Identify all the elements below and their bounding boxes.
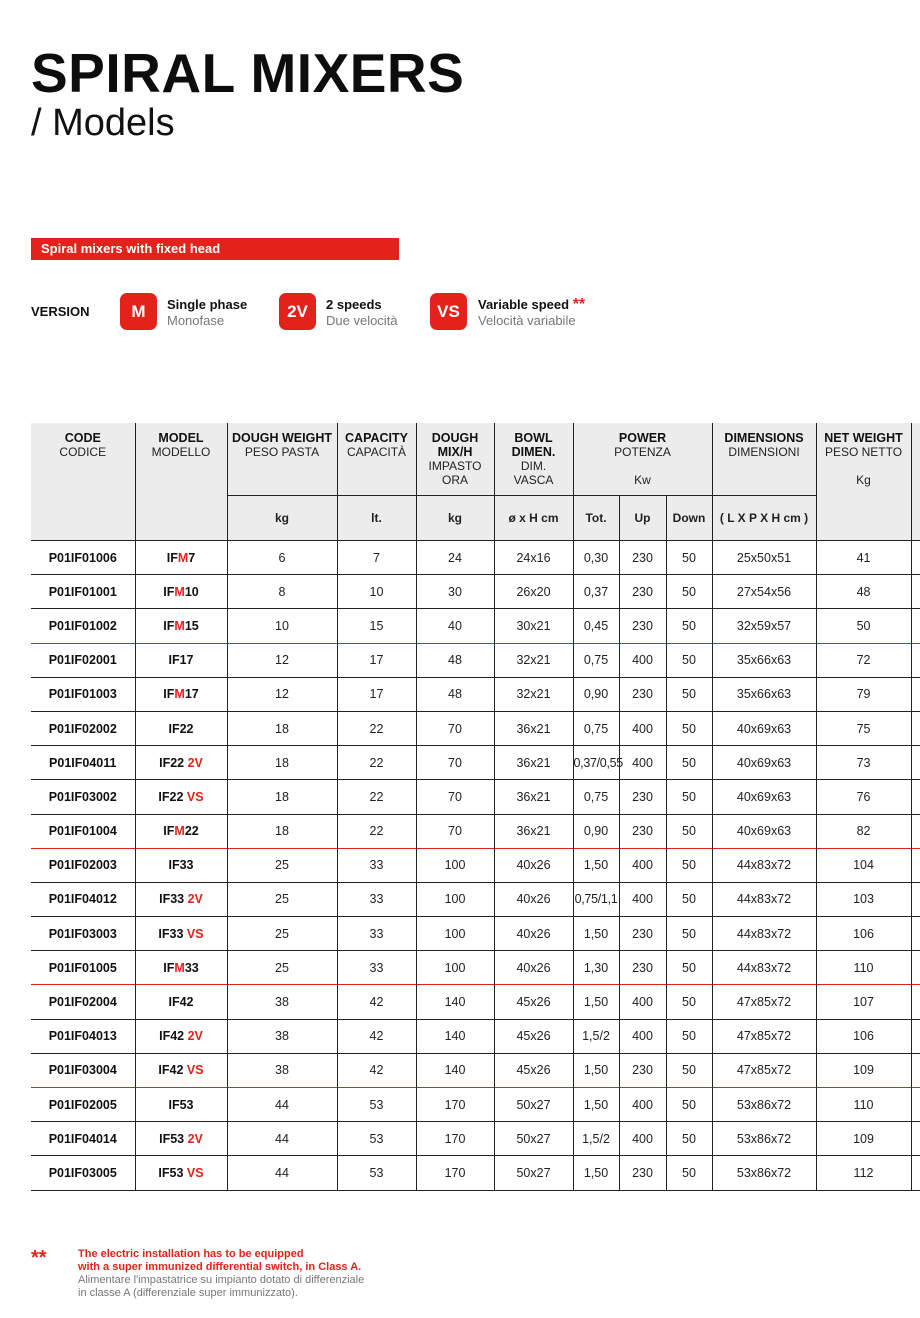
cell-capacity: 22 xyxy=(337,780,416,814)
cell-code: P01IF04012 xyxy=(31,882,135,916)
cell-up: 400 xyxy=(619,643,666,677)
cell-down: 50 xyxy=(666,575,712,609)
cell-down: 50 xyxy=(666,1019,712,1053)
cell-net: 41 xyxy=(816,541,911,575)
col-net-weight: NET WEIGHT PESO NETTO Kg xyxy=(816,423,911,541)
col-power: POWER POTENZA Kw xyxy=(573,423,712,496)
cell-code: P01IF02003 xyxy=(31,848,135,882)
col-dough-mix: DOUGH MIX/H IMPASTO ORA xyxy=(416,423,494,496)
unit-dough-weight: kg xyxy=(227,496,337,541)
table-row xyxy=(31,575,920,609)
cell-bowl: 45x26 xyxy=(494,985,573,1019)
cell-code: P01IF01001 xyxy=(31,575,135,609)
sub-down: Down xyxy=(666,496,712,541)
table-row xyxy=(31,848,920,882)
cell-dims: 44x83x72 xyxy=(712,951,816,985)
cell-up: 400 xyxy=(619,746,666,780)
double-asterisk-icon: ** xyxy=(572,296,586,313)
cell-down: 50 xyxy=(666,1088,712,1122)
cell-capacity: 22 xyxy=(337,814,416,848)
cell-code: P01IF03004 xyxy=(31,1053,135,1087)
cell-down: 50 xyxy=(666,951,712,985)
cell-up: 400 xyxy=(619,882,666,916)
cell-up: 230 xyxy=(619,1156,666,1190)
cell-code: P01IF01006 xyxy=(31,541,135,575)
cell-dims: 35x66x63 xyxy=(712,643,816,677)
cell-tot: 1,50 xyxy=(573,1088,619,1122)
cell-bowl: 40x26 xyxy=(494,848,573,882)
cell-model: IFM22 xyxy=(135,814,227,848)
cell-net: 79 xyxy=(816,677,911,711)
table-row xyxy=(31,711,920,745)
page-title: SPIRAL MIXERS xyxy=(31,42,465,104)
table-row xyxy=(31,951,920,985)
cell-mix: 140 xyxy=(416,985,494,1019)
cell-model: IFM17 xyxy=(135,677,227,711)
single-phase-badge: M xyxy=(120,293,157,330)
footnote: The electric installation has to be equipped with a super immunized differential switch, in Class A. Alimentare l'impastatrice su impianto dotato di differenziale in classe A (differenziale super immunizzato). xyxy=(78,1248,365,1299)
cell-net: 112 xyxy=(816,1156,911,1190)
col-capacity: CAPACITY CAPACITÀ xyxy=(337,423,416,496)
cell-tot: 1,50 xyxy=(573,848,619,882)
cell-tot: 1,50 xyxy=(573,985,619,1019)
sub-tot: Tot. xyxy=(573,496,619,541)
cell-tot: 0,75 xyxy=(573,711,619,745)
cell-down: 50 xyxy=(666,985,712,1019)
legend-it: Monofase xyxy=(167,313,225,328)
cell-weight: 8 xyxy=(227,575,337,609)
cell-weight: 18 xyxy=(227,746,337,780)
unit-bowl: ø x H cm xyxy=(494,496,573,541)
cell-up: 230 xyxy=(619,575,666,609)
variable-speed-legend xyxy=(478,297,585,329)
cell-dims: 27x54x56 xyxy=(712,575,816,609)
cell-up: 230 xyxy=(619,814,666,848)
cell-bowl: 32x21 xyxy=(494,677,573,711)
cell-up: 230 xyxy=(619,609,666,643)
cell-bowl: 36x21 xyxy=(494,780,573,814)
cell-weight: 25 xyxy=(227,917,337,951)
cell-net: 104 xyxy=(816,848,911,882)
cell-model: IF17 xyxy=(135,643,227,677)
cell-mix: 70 xyxy=(416,780,494,814)
cell-bowl: 24x16 xyxy=(494,541,573,575)
cell-code: P01IF04014 xyxy=(31,1122,135,1156)
col-bowl: BOWL DIMEN. DIM. VASCA xyxy=(494,423,573,496)
cell-code: P01IF02001 xyxy=(31,643,135,677)
cell-mix: 140 xyxy=(416,1053,494,1087)
cell-down: 50 xyxy=(666,677,712,711)
cell-weight: 38 xyxy=(227,1053,337,1087)
cell-net: 72 xyxy=(816,643,911,677)
cell-capacity: 10 xyxy=(337,575,416,609)
legend-en: Single phase xyxy=(167,297,248,312)
cell-mix: 100 xyxy=(416,848,494,882)
cell-up: 230 xyxy=(619,780,666,814)
cell-down: 50 xyxy=(666,780,712,814)
cell-capacity: 17 xyxy=(337,677,416,711)
cell-up: 400 xyxy=(619,848,666,882)
cell-dims: 32x59x57 xyxy=(712,609,816,643)
table-row xyxy=(31,609,920,643)
cell-mix: 170 xyxy=(416,1122,494,1156)
cell-dims: 53x86x72 xyxy=(712,1122,816,1156)
cell-net: 48 xyxy=(816,575,911,609)
cell-tot: 0,75/1,1 xyxy=(573,882,619,916)
cell-bowl: 36x21 xyxy=(494,814,573,848)
cell-dims: 53x86x72 xyxy=(712,1156,816,1190)
cell-bowl: 30x21 xyxy=(494,609,573,643)
cell-model: IF42 xyxy=(135,985,227,1019)
cell-up: 400 xyxy=(619,711,666,745)
cell-weight: 25 xyxy=(227,848,337,882)
cell-capacity: 53 xyxy=(337,1156,416,1190)
section-bar: Spiral mixers with fixed head xyxy=(31,238,399,260)
cell-capacity: 22 xyxy=(337,746,416,780)
variable-speed-badge: VS xyxy=(430,293,467,330)
cell-dims: 25x50x51 xyxy=(712,541,816,575)
footnote-asterisk-icon: ** xyxy=(31,1247,47,1269)
cell-bowl: 50x27 xyxy=(494,1122,573,1156)
cell-bowl: 36x21 xyxy=(494,746,573,780)
cell-mix: 70 xyxy=(416,814,494,848)
cell-net: 50 xyxy=(816,609,911,643)
cell-bowl: 50x27 xyxy=(494,1156,573,1190)
cell-net: 110 xyxy=(816,951,911,985)
col-dimensions: DIMENSIONS DIMENSIONI xyxy=(712,423,816,496)
cell-net: 82 xyxy=(816,814,911,848)
table-row xyxy=(31,643,920,677)
cell-code: P01IF01004 xyxy=(31,814,135,848)
sub-up: Up xyxy=(619,496,666,541)
cell-dims: 44x83x72 xyxy=(712,882,816,916)
cell-capacity: 22 xyxy=(337,711,416,745)
unit-dough-mix: kg xyxy=(416,496,494,541)
cell-dims: 40x69x63 xyxy=(712,746,816,780)
cell-mix: 100 xyxy=(416,917,494,951)
cell-code: P01IF01003 xyxy=(31,677,135,711)
cell-code: P01IF03003 xyxy=(31,917,135,951)
cell-down: 50 xyxy=(666,882,712,916)
cell-weight: 12 xyxy=(227,677,337,711)
cell-capacity: 33 xyxy=(337,917,416,951)
cell-up: 230 xyxy=(619,917,666,951)
cell-model: IFM10 xyxy=(135,575,227,609)
cell-model: IFM33 xyxy=(135,951,227,985)
cell-down: 50 xyxy=(666,1122,712,1156)
cell-mix: 140 xyxy=(416,1019,494,1053)
cell-mix: 40 xyxy=(416,609,494,643)
cell-net: 76 xyxy=(816,780,911,814)
cell-capacity: 53 xyxy=(337,1088,416,1122)
cell-mix: 48 xyxy=(416,677,494,711)
cell-bowl: 40x26 xyxy=(494,882,573,916)
cell-bowl: 50x27 xyxy=(494,1088,573,1122)
cell-net: 110 xyxy=(816,1088,911,1122)
table-row xyxy=(31,1019,920,1053)
cell-tot: 1,50 xyxy=(573,917,619,951)
cell-capacity: 17 xyxy=(337,643,416,677)
models-table-body xyxy=(31,541,920,1191)
legend-en: Variable speed xyxy=(478,297,570,312)
cell-bowl: 45x26 xyxy=(494,1019,573,1053)
legend-en: 2 speeds xyxy=(326,297,382,312)
cell-model: IF42 VS xyxy=(135,1053,227,1087)
cell-down: 50 xyxy=(666,609,712,643)
cell-weight: 18 xyxy=(227,814,337,848)
cell-up: 230 xyxy=(619,541,666,575)
table-row xyxy=(31,882,920,916)
table-row xyxy=(31,1122,920,1156)
cell-net: 109 xyxy=(816,1122,911,1156)
cell-bowl: 45x26 xyxy=(494,1053,573,1087)
cell-up: 230 xyxy=(619,1053,666,1087)
cell-down: 50 xyxy=(666,814,712,848)
cell-tot: 1,5/2 xyxy=(573,1019,619,1053)
cell-capacity: 7 xyxy=(337,541,416,575)
cell-code: P01IF04011 xyxy=(31,746,135,780)
cell-weight: 44 xyxy=(227,1156,337,1190)
cell-mix: 100 xyxy=(416,951,494,985)
col-model: MODEL MODELLO xyxy=(135,423,227,541)
table-row xyxy=(31,780,920,814)
two-speeds-legend xyxy=(326,297,398,329)
cell-dims: 44x83x72 xyxy=(712,848,816,882)
cell-capacity: 33 xyxy=(337,848,416,882)
cell-tot: 0,37/0,55 xyxy=(573,746,619,780)
cell-code: P01IF01002 xyxy=(31,609,135,643)
cell-dims: 40x69x63 xyxy=(712,711,816,745)
cell-mix: 30 xyxy=(416,575,494,609)
cell-net: 106 xyxy=(816,1019,911,1053)
cell-tot: 0,45 xyxy=(573,609,619,643)
cell-tot: 1,50 xyxy=(573,1053,619,1087)
cell-model: IF53 VS xyxy=(135,1156,227,1190)
cell-capacity: 42 xyxy=(337,985,416,1019)
cell-code: P01IF02005 xyxy=(31,1088,135,1122)
cell-bowl: 40x26 xyxy=(494,917,573,951)
cell-capacity: 15 xyxy=(337,609,416,643)
cell-model: IF33 xyxy=(135,848,227,882)
table-row xyxy=(31,1088,920,1122)
cell-model: IF53 2V xyxy=(135,1122,227,1156)
cell-weight: 18 xyxy=(227,780,337,814)
cell-net: 103 xyxy=(816,882,911,916)
table-row xyxy=(31,541,920,575)
cell-tot: 1,50 xyxy=(573,1156,619,1190)
cell-up: 230 xyxy=(619,677,666,711)
cell-tot: 0,30 xyxy=(573,541,619,575)
single-phase-legend xyxy=(167,297,247,329)
cell-tot: 0,37 xyxy=(573,575,619,609)
cell-model: IF22 2V xyxy=(135,746,227,780)
cell-mix: 70 xyxy=(416,711,494,745)
table-row xyxy=(31,814,920,848)
cell-capacity: 42 xyxy=(337,1053,416,1087)
cell-net: 75 xyxy=(816,711,911,745)
col-code: CODE CODICE xyxy=(31,423,135,541)
unit-capacity: lt. xyxy=(337,496,416,541)
cell-mix: 100 xyxy=(416,882,494,916)
cell-bowl: 32x21 xyxy=(494,643,573,677)
cell-up: 400 xyxy=(619,985,666,1019)
cell-up: 400 xyxy=(619,1122,666,1156)
cell-down: 50 xyxy=(666,1156,712,1190)
cell-bowl: 36x21 xyxy=(494,711,573,745)
cell-weight: 44 xyxy=(227,1122,337,1156)
cell-net: 73 xyxy=(816,746,911,780)
cell-weight: 18 xyxy=(227,711,337,745)
cell-tot: 1,30 xyxy=(573,951,619,985)
cell-model: IF53 xyxy=(135,1088,227,1122)
cell-down: 50 xyxy=(666,917,712,951)
table-row xyxy=(31,677,920,711)
cell-model: IF33 2V xyxy=(135,882,227,916)
cell-up: 400 xyxy=(619,1088,666,1122)
version-label: VERSION xyxy=(31,304,90,319)
cell-dims: 47x85x72 xyxy=(712,1053,816,1087)
cell-model: IF33 VS xyxy=(135,917,227,951)
cell-tot: 1,5/2 xyxy=(573,1122,619,1156)
models-table xyxy=(31,423,920,1191)
cell-down: 50 xyxy=(666,711,712,745)
cell-weight: 25 xyxy=(227,882,337,916)
cell-weight: 25 xyxy=(227,951,337,985)
cell-mix: 48 xyxy=(416,643,494,677)
table-row xyxy=(31,985,920,1019)
cell-tot: 0,90 xyxy=(573,677,619,711)
cell-model: IF22 VS xyxy=(135,780,227,814)
table-row xyxy=(31,917,920,951)
cell-bowl: 40x26 xyxy=(494,951,573,985)
legend-it: Velocità variabile xyxy=(478,313,576,328)
cell-net: 109 xyxy=(816,1053,911,1087)
cell-mix: 170 xyxy=(416,1156,494,1190)
cell-weight: 38 xyxy=(227,1019,337,1053)
cell-up: 230 xyxy=(619,951,666,985)
cell-capacity: 33 xyxy=(337,951,416,985)
cell-code: P01IF02002 xyxy=(31,711,135,745)
cell-tot: 0,90 xyxy=(573,814,619,848)
cell-net: 106 xyxy=(816,917,911,951)
cell-down: 50 xyxy=(666,848,712,882)
cell-up: 400 xyxy=(619,1019,666,1053)
cell-code: P01IF01005 xyxy=(31,951,135,985)
page-subtitle: / Models xyxy=(31,102,175,144)
cell-weight: 10 xyxy=(227,609,337,643)
cell-model: IFM7 xyxy=(135,541,227,575)
cell-mix: 170 xyxy=(416,1088,494,1122)
cell-model: IF22 xyxy=(135,711,227,745)
cell-weight: 12 xyxy=(227,643,337,677)
cell-code: P01IF04013 xyxy=(31,1019,135,1053)
cell-tot: 0,75 xyxy=(573,780,619,814)
cell-weight: 44 xyxy=(227,1088,337,1122)
cell-weight: 6 xyxy=(227,541,337,575)
cell-dims: 53x86x72 xyxy=(712,1088,816,1122)
cell-dims: 40x69x63 xyxy=(712,780,816,814)
table-row xyxy=(31,1053,920,1087)
col-dough-weight: DOUGH WEIGHT PESO PASTA xyxy=(227,423,337,496)
cell-dims: 47x85x72 xyxy=(712,1019,816,1053)
two-speeds-badge: 2V xyxy=(279,293,316,330)
cell-code: P01IF03005 xyxy=(31,1156,135,1190)
cell-code: P01IF02004 xyxy=(31,985,135,1019)
cell-dims: 40x69x63 xyxy=(712,814,816,848)
cell-mix: 70 xyxy=(416,746,494,780)
cell-tot: 0,75 xyxy=(573,643,619,677)
cell-capacity: 53 xyxy=(337,1122,416,1156)
cell-dims: 35x66x63 xyxy=(712,677,816,711)
cell-capacity: 42 xyxy=(337,1019,416,1053)
cell-down: 50 xyxy=(666,746,712,780)
cell-down: 50 xyxy=(666,643,712,677)
cell-mix: 24 xyxy=(416,541,494,575)
cell-dims: 47x85x72 xyxy=(712,985,816,1019)
cell-capacity: 33 xyxy=(337,882,416,916)
cell-net: 107 xyxy=(816,985,911,1019)
cell-code: P01IF03002 xyxy=(31,780,135,814)
unit-dimensions: ( L X P X H cm ) xyxy=(712,496,816,541)
cell-weight: 38 xyxy=(227,985,337,1019)
table-row xyxy=(31,1156,920,1190)
cell-down: 50 xyxy=(666,541,712,575)
legend-it: Due velocità xyxy=(326,313,398,328)
table-row xyxy=(31,746,920,780)
cell-model: IF42 2V xyxy=(135,1019,227,1053)
cell-down: 50 xyxy=(666,1053,712,1087)
cell-bowl: 26x20 xyxy=(494,575,573,609)
cell-model: IFM15 xyxy=(135,609,227,643)
cell-dims: 44x83x72 xyxy=(712,917,816,951)
